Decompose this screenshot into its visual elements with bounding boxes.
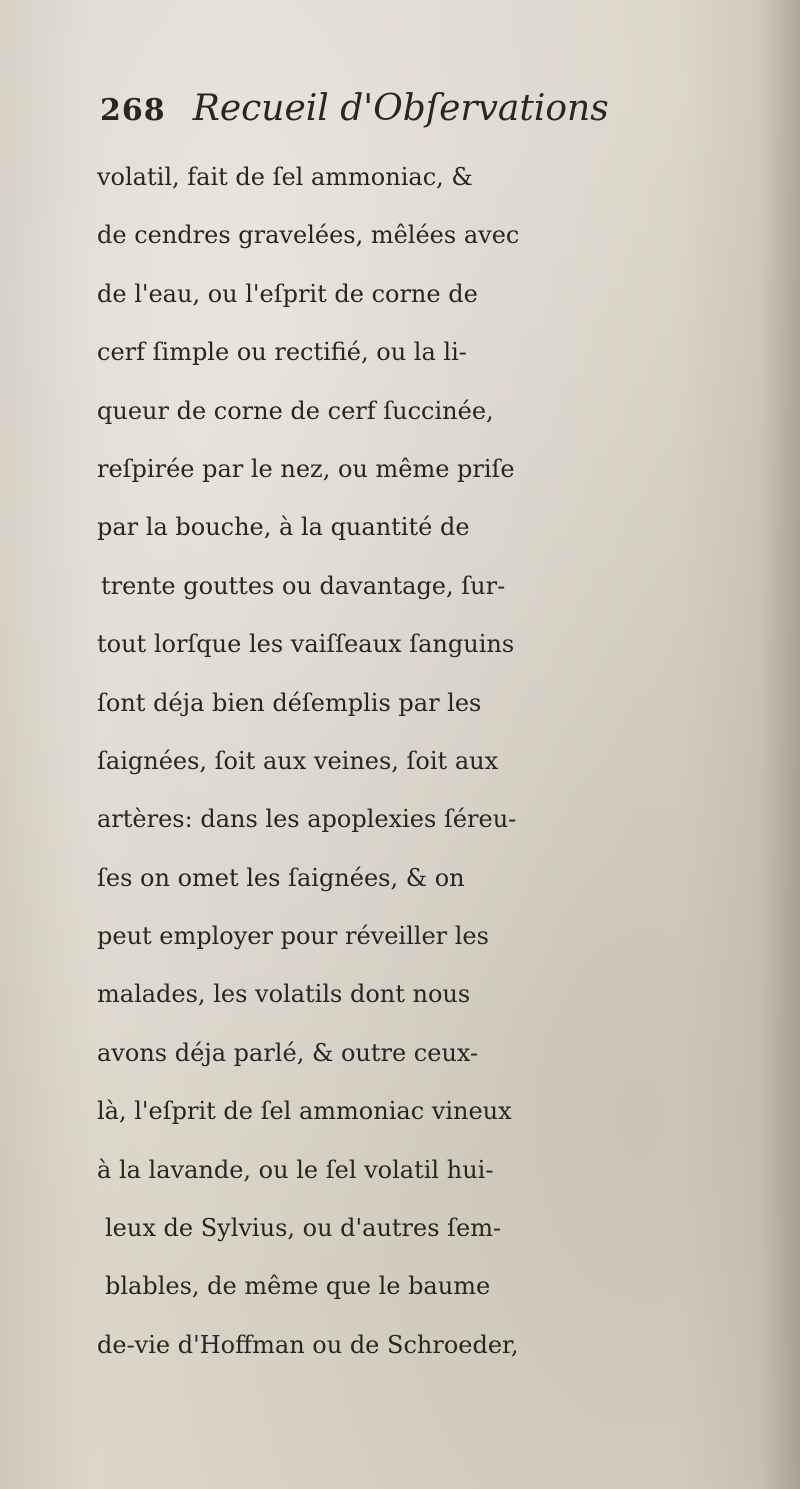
text-line: de l'eau, ou l'eſprit de corne de <box>97 279 478 308</box>
page-header <box>100 88 660 138</box>
page-edge-shadow <box>760 0 800 1489</box>
text-line: leux de Sylvius, ou d'autres ſem- <box>105 1214 502 1243</box>
text-line: là, l'eſprit de ſel ammoniac vineux <box>97 1097 512 1126</box>
text-line: à la lavande, ou le ſel volatil hui- <box>97 1155 494 1184</box>
text-line: par la bouche, à la quantité de <box>97 513 470 542</box>
text-line: ſes on omet les ſaignées, & on <box>97 863 465 892</box>
page-number: 268 <box>100 93 166 128</box>
body-text <box>97 148 737 1374</box>
text-line: volatil, fait de ſel ammoniac, & <box>97 163 473 191</box>
text-line: ſont déja bien déſemplis par les <box>97 688 482 717</box>
text-line: queur de corne de cerf ſuccinée, <box>97 396 494 425</box>
running-title: Recueil d'Obſervations <box>192 88 609 129</box>
text-line: blables, de même que le baume <box>105 1272 491 1301</box>
text-line: cerf ſimple ou rectifié, ou la li- <box>97 338 467 367</box>
text-line: ſaignées, ſoit aux veines, ſoit aux <box>97 746 499 775</box>
text-line: artères: dans les apoplexies ſéreu- <box>97 805 517 834</box>
text-line: avons déja parlé, & outre ceux- <box>97 1038 479 1067</box>
text-line: reſpirée par le nez, ou même priſe <box>97 454 515 483</box>
text-line: de-vie d'Hoffman ou de Schroeder, <box>97 1330 519 1359</box>
text-line: tout lorſque les vaiſſeaux ſanguins <box>97 630 515 659</box>
text-line: malades, les volatils dont nous <box>97 980 471 1009</box>
text-line: peut employer pour réveiller les <box>97 922 489 951</box>
text-line: de cendres gravelées, mêlées avec <box>97 221 520 250</box>
text-line: trente gouttes ou davantage, ſur- <box>101 571 506 600</box>
